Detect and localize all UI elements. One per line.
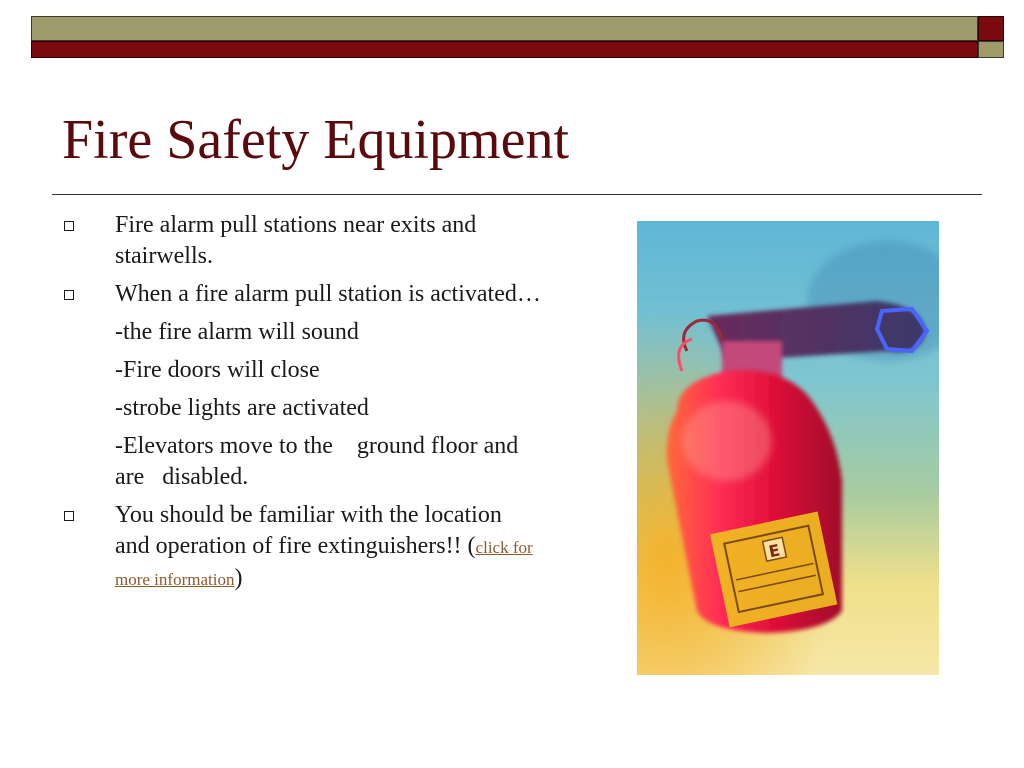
sub-line-text: -Elevators move to the ground floor and are disabled. bbox=[115, 433, 525, 490]
title-divider bbox=[52, 194, 982, 195]
bullet-item bbox=[62, 500, 542, 595]
sub-line bbox=[62, 355, 542, 386]
header-square-red bbox=[978, 16, 1004, 41]
header-bar-olive bbox=[31, 16, 978, 41]
sub-line-text: -strobe lights are activated bbox=[115, 395, 369, 421]
bullet-text: Fire alarm pull stations near exits and stairwells. bbox=[115, 212, 477, 269]
slide-title: Fire Safety Equipment bbox=[62, 109, 570, 171]
sub-line bbox=[62, 431, 542, 493]
fire-extinguisher-photo bbox=[637, 221, 939, 675]
sub-line-text: -Fire doors will close bbox=[115, 357, 320, 383]
slide-content bbox=[62, 210, 542, 602]
sub-line bbox=[62, 393, 542, 424]
bullet-text: When a fire alarm pull station is activated… bbox=[115, 281, 541, 307]
header-square-olive bbox=[978, 41, 1004, 58]
square-bullet-icon bbox=[64, 511, 74, 521]
fire-extinguisher-icon bbox=[637, 221, 939, 675]
bullet-item bbox=[62, 279, 542, 310]
header-bar-red bbox=[31, 41, 978, 58]
bullet-text: You should be familiar with the location and operation of fire extinguishers!! ( bbox=[115, 502, 502, 559]
sub-line-text: -the fire alarm will sound bbox=[115, 319, 359, 345]
sub-line bbox=[62, 317, 542, 348]
more-info-link[interactable]: click for more information bbox=[115, 538, 533, 589]
label-letter: E bbox=[766, 540, 782, 562]
square-bullet-icon bbox=[64, 290, 74, 300]
square-bullet-icon bbox=[64, 221, 74, 231]
bullet-suffix: ) bbox=[234, 565, 243, 591]
bullet-item bbox=[62, 210, 542, 272]
